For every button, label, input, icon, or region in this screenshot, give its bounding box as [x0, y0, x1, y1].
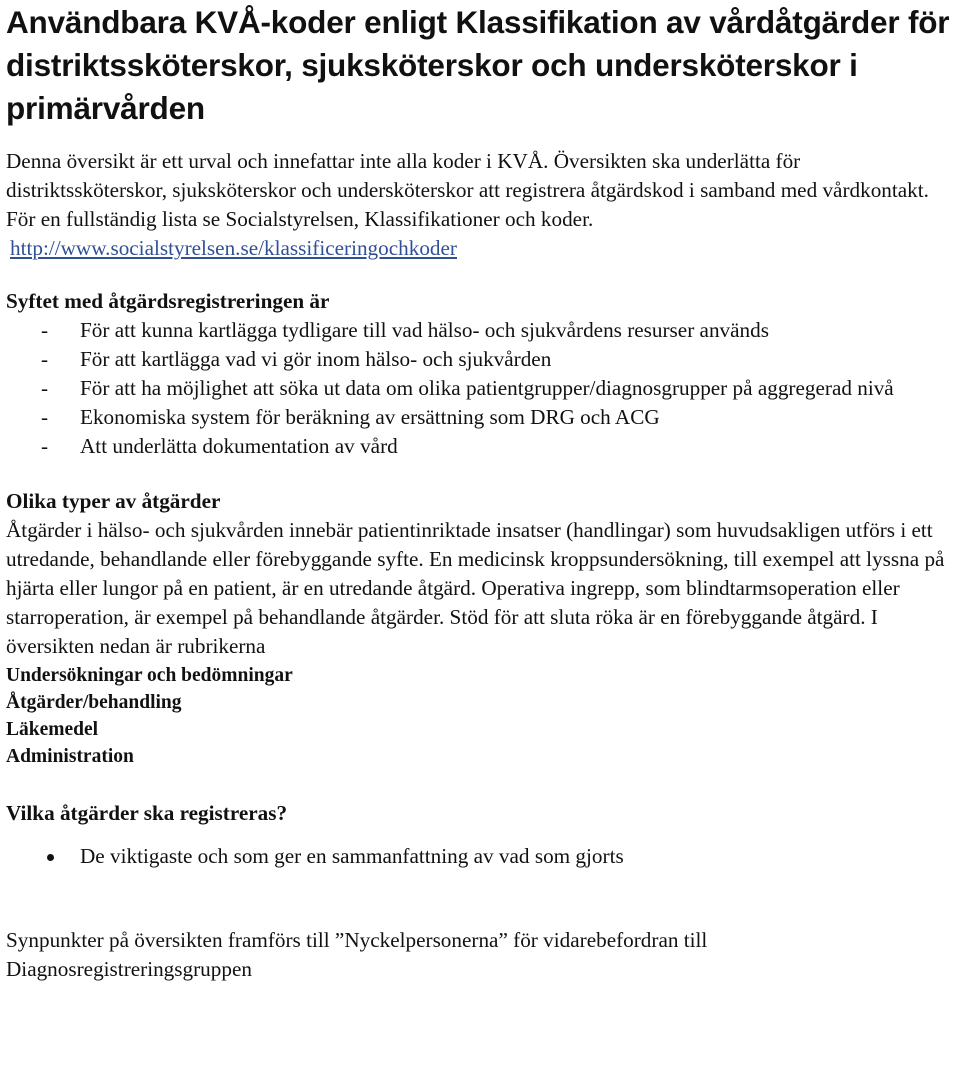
intro-text: Denna översikt är ett urval och innefattar inte alla koder i KVÅ. Översikten ska underlätta för distriktssköterskor, sjuksköterskor och undersköterskor att registrera åtgärdskod i samband med vårdkontakt. För en fullständig lista se Socialstyrelsen, Klassifikationer och koder.	[6, 149, 929, 231]
list-item	[6, 374, 956, 403]
olika-paragraph: Åtgärder i hälso- och sjukvården innebär patientinriktade insatser (handlingar) som huvudsakligen utförs i ett utredande, behandlande eller förebyggande syfte. En medicinsk kroppsundersökning, till exempel att lyssna på hjärta eller lungor på en patient, är en utredande åtgärd. Operativa ingrepp, som blindtarmsoperation eller starroperation, är exempel på behandlande åtgärder. Stöd för att sluta röka är en förebyggande åtgärd. I översikten nedan är rubrikerna	[6, 518, 945, 658]
dash-marker: -	[41, 318, 49, 342]
intro-paragraph	[6, 147, 956, 263]
category-label: Läkemedel	[6, 719, 99, 740]
list-item-text: Ekonomiska system för beräkning av ersättning som DRG och ACG	[80, 405, 660, 429]
category-label: Åtgärder/behandling	[6, 692, 182, 713]
dash-marker: -	[41, 376, 49, 400]
footer-note: Synpunkter på översikten framförs till ”Nyckelpersonerna” för vidarebefordran till Diagnosregistreringsgruppen	[6, 928, 708, 981]
vilka-list	[6, 842, 956, 871]
list-item-text: För att kunna kartlägga tydligare till vad hälso- och sjukvårdens resurser används	[80, 318, 769, 342]
list-item-text: För att ha möjlighet att söka ut data om olika patientgrupper/diagnosgrupper på aggregerad nivå	[80, 376, 894, 400]
category-label: Administration	[6, 746, 134, 767]
list-item	[6, 345, 956, 374]
list-item-text: Att underlätta dokumentation av vård	[80, 434, 398, 458]
dash-marker: -	[41, 434, 49, 458]
document-title: Användbara KVÅ-koder enligt Klassifikation av vårdåtgärder för distriktssköterskor, sjuksköterskor och undersköterskor i primärvården	[6, 4, 950, 126]
list-item-text: För att kartlägga vad vi gör inom hälso- och sjukvården	[80, 347, 552, 371]
vilka-heading: Vilka åtgärder ska registreras?	[6, 801, 288, 825]
document-page	[6, 0, 956, 984]
dash-marker: -	[41, 405, 49, 429]
syfte-list	[6, 316, 956, 461]
list-item-text: De viktigaste och som ger en sammanfattning av vad som gjorts	[80, 844, 624, 868]
bullet-icon	[47, 854, 54, 861]
list-item	[6, 432, 956, 461]
list-item	[6, 316, 956, 345]
dash-marker: -	[41, 347, 49, 371]
syfte-heading: Syftet med åtgärdsregistreringen är	[6, 289, 330, 313]
olika-heading: Olika typer av åtgärder	[6, 489, 221, 513]
category-label: Undersökningar och bedömningar	[6, 665, 293, 686]
list-item	[6, 842, 956, 871]
list-item	[6, 403, 956, 432]
socialstyrelsen-link[interactable]: http://www.socialstyrelsen.se/klassificeringochkoder	[10, 236, 457, 260]
